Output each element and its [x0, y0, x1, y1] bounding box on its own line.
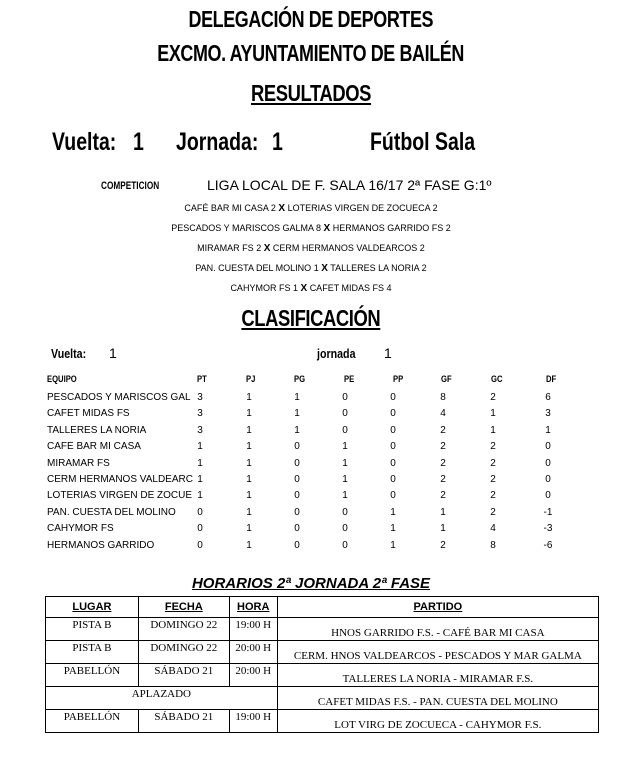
class-cell-df: 0: [545, 441, 551, 453]
result-home: CAFÉ BAR MI CASA: [184, 203, 269, 213]
result-line: [0, 203, 622, 214]
class-cell-gc: 2: [490, 392, 496, 403]
classification-title: CLASIFICACIÓN: [241, 305, 381, 331]
class-cell-pe: 0: [342, 539, 348, 551]
result-away-goals: 2: [419, 243, 425, 253]
class-cell-pp: 0: [390, 392, 396, 403]
header-line2-wrap: [0, 40, 622, 67]
class-cell-gc: 4: [490, 523, 496, 535]
round-sport: Fútbol Sala: [370, 128, 476, 156]
round-vuelta-value-wrap: [133, 128, 147, 157]
class-cell-pp: 0: [390, 457, 396, 469]
class-cell-pj: 1: [246, 392, 252, 403]
class-cell-pe: 0: [342, 392, 348, 403]
schedule-lugar: PABELLÓN: [63, 711, 121, 723]
results-title-wrap: [0, 80, 622, 107]
class-cell-pg: 0: [294, 490, 300, 502]
schedule-fecha: SÁBADO 21: [154, 711, 214, 723]
class-cell-pt: 0: [197, 506, 203, 518]
class-cell-pg: 0: [294, 474, 300, 485]
class-jornada-label: jornada: [317, 346, 356, 361]
result-separator: X: [300, 283, 308, 294]
class-cell-gc: 8: [490, 539, 496, 551]
schedule-partido: CERM. HNOS VALDEARCOS - PESCADOS Y MAR GALMA: [293, 650, 582, 662]
result-away-goals: 2: [445, 223, 451, 233]
schedule-header-row: [46, 597, 599, 618]
class-cell-pg: 0: [294, 457, 300, 469]
result-home: PAN. CUESTA DEL MOLINO: [195, 263, 312, 273]
class-cell-df: -1: [543, 506, 553, 518]
class-team: HERMANOS GARRIDO: [47, 539, 155, 551]
class-team: CERM HERMANOS VALDEARC: [47, 474, 193, 485]
class-cell-pt: 3: [197, 424, 203, 436]
schedule-header-lugar: LUGAR: [46, 597, 139, 618]
round-sport-wrap: [370, 128, 505, 157]
class-cell-pj: 1: [246, 424, 252, 436]
schedule-row: [46, 664, 599, 687]
class-cell-pg: 1: [294, 424, 300, 436]
schedule-lugar: PABELLÓN: [63, 665, 121, 677]
class-cell-gc: 2: [490, 457, 496, 469]
class-cell-gf: 2: [440, 457, 446, 469]
round-jornada-label: Jornada:: [176, 128, 259, 156]
schedule-lugar: PISTA B: [72, 642, 112, 654]
class-cell-pg: 0: [294, 539, 300, 551]
header-line1: DELEGACIÓN DE DEPORTES: [188, 6, 434, 32]
class-cell-pp: 0: [390, 490, 396, 502]
round-jornada-value: 1: [272, 128, 283, 156]
result-home-goals: 2: [270, 203, 276, 213]
schedule-partido: HNOS GARRIDO F.S. - CAFÉ BAR MI CASA: [331, 627, 545, 639]
result-separator: X: [263, 243, 271, 254]
class-cell-gf: 2: [440, 490, 446, 502]
class-cell-gc: 2: [490, 490, 496, 502]
result-away: CERM HERMANOS VALDEARCOS: [272, 243, 418, 253]
class-col-header: GC: [491, 374, 503, 384]
schedule-partido: LOT VIRG DE ZOCUECA - CAHYMOR F.S.: [334, 719, 542, 731]
class-cell-df: -3: [543, 523, 553, 535]
class-team: CAFET MIDAS FS: [47, 408, 130, 420]
schedule-hora: 19:00 H: [235, 619, 272, 631]
result-away: CAFET MIDAS FS: [309, 283, 385, 293]
round-vuelta-label: Vuelta:: [52, 128, 117, 156]
schedule-row: [46, 618, 599, 641]
class-col-header: PG: [294, 374, 306, 384]
class-cell-gf: 2: [440, 474, 446, 485]
schedule-partido: TALLERES LA NORIA - MIRAMAR F.S.: [342, 673, 534, 685]
class-cell-pe: 0: [342, 523, 348, 535]
class-cell-pj: 1: [246, 539, 252, 551]
result-home-goals: 2: [256, 243, 262, 253]
schedule-hora: 19:00 H: [235, 711, 272, 723]
schedule-header-partido: PARTIDO: [277, 597, 598, 618]
result-away: TALLERES LA NORIA: [330, 263, 420, 273]
schedule-hora: 20:00 H: [235, 665, 272, 677]
class-cell-pe: 0: [342, 408, 348, 420]
class-col-header: PP: [393, 374, 404, 384]
result-home-goals: 1: [313, 263, 319, 273]
competition-label: COMPETICION: [101, 180, 160, 192]
class-cell-pt: 1: [197, 474, 203, 485]
class-team: LOTERIAS VIRGEN DE ZOCUE: [47, 490, 193, 502]
class-cell-pj: 1: [246, 523, 252, 535]
class-cell-df: 1: [545, 424, 551, 436]
class-cell-gf: 1: [440, 506, 446, 518]
class-cell-gf: 2: [440, 539, 446, 551]
class-cell-gc: 2: [490, 506, 496, 518]
class-col-header: PT: [197, 374, 207, 384]
class-team: PESCADOS Y MARISCOS GAL: [47, 392, 191, 403]
schedule-fecha: DOMINGO 22: [150, 642, 218, 654]
class-cell-pp: 1: [390, 506, 396, 518]
class-cell-gf: 1: [440, 523, 446, 535]
class-cell-gc: 1: [490, 424, 496, 436]
schedule-row: [46, 641, 599, 664]
class-team: CAHYMOR FS: [47, 523, 114, 535]
round-vuelta: [52, 128, 134, 157]
schedule-partido: CAFET MIDAS F.S. - PAN. CUESTA DEL MOLINO: [317, 696, 558, 708]
result-home: MIRAMAR FS: [197, 243, 254, 253]
class-cell-pt: 3: [197, 408, 203, 420]
class-cell-df: 0: [545, 474, 551, 485]
class-cell-gc: 2: [490, 441, 496, 453]
result-home-goals: 8: [315, 223, 321, 233]
schedule-title-wrap: [0, 575, 622, 593]
round-jornada: [176, 128, 282, 157]
schedule-table: [45, 596, 599, 733]
schedule-lugar: PISTA B: [72, 619, 112, 631]
class-cell-gf: 2: [440, 441, 446, 453]
schedule-fecha: SÁBADO 21: [154, 665, 214, 677]
class-team: PAN. CUESTA DEL MOLINO: [47, 506, 176, 518]
class-cell-pt: 1: [197, 490, 203, 502]
class-cell-pg: 0: [294, 506, 300, 518]
header-line2: EXCMO. AYUNTAMIENTO DE BAILÉN: [157, 40, 465, 66]
class-cell-df: 0: [545, 490, 551, 502]
schedule-row: [46, 710, 599, 733]
result-home: PESCADOS Y MARISCOS GALMA: [171, 223, 314, 233]
class-cell-pj: 1: [246, 408, 252, 420]
schedule-hora: 20:00 H: [235, 642, 272, 654]
result-away: HERMANOS GARRIDO FS: [332, 223, 444, 233]
result-separator: X: [323, 223, 331, 234]
class-cell-pt: 0: [197, 523, 203, 535]
class-cell-pp: 0: [390, 474, 396, 485]
class-cell-pg: 1: [294, 392, 300, 403]
class-cell-df: 6: [545, 392, 551, 403]
class-cell-pp: 0: [390, 424, 396, 436]
class-cell-pp: 0: [390, 441, 396, 453]
schedule-header-hora: HORA: [229, 597, 277, 618]
class-cell-df: 0: [545, 457, 551, 469]
class-cell-pp: 1: [390, 539, 396, 551]
round-jornada-value-wrap: [272, 128, 286, 157]
result-away-goals: 4: [386, 283, 392, 293]
class-cell-pt: 0: [197, 539, 203, 551]
class-cell-pj: 1: [246, 457, 252, 469]
class-cell-pt: 1: [197, 457, 203, 469]
class-cell-pj: 1: [246, 490, 252, 502]
class-cell-gf: 2: [440, 424, 446, 436]
header-line1-wrap: [0, 6, 622, 33]
class-cell-pj: 1: [246, 506, 252, 518]
class-cell-pe: 1: [342, 441, 348, 453]
class-cell-pg: 1: [294, 408, 300, 420]
round-vuelta-value: 1: [133, 128, 144, 156]
class-col-header: PJ: [246, 374, 256, 384]
result-away: LOTERIAS VIRGEN DE ZOCUECA: [287, 203, 431, 213]
result-line: [0, 223, 622, 234]
result-away-goals: 2: [432, 203, 438, 213]
result-separator: X: [278, 203, 286, 214]
schedule-lugar: APLAZADO: [131, 688, 191, 700]
class-cell-pe: 0: [342, 424, 348, 436]
class-team: MIRAMAR FS: [47, 457, 110, 469]
class-cell-pj: 1: [246, 474, 252, 485]
class-cell-pe: 1: [342, 490, 348, 502]
result-separator: X: [321, 263, 328, 274]
result-home: CAHYMOR FS: [230, 283, 291, 293]
class-cell-gf: 4: [440, 408, 446, 420]
class-vuelta-label: Vuelta:: [51, 346, 87, 361]
class-vuelta-value: 1: [109, 345, 117, 361]
result-line: [0, 243, 622, 254]
class-cell-pp: 0: [390, 408, 396, 420]
class-cell-gf: 8: [440, 392, 446, 403]
result-away-goals: 2: [421, 263, 427, 273]
class-cell-pg: 0: [294, 523, 300, 535]
class-cell-pe: 0: [342, 506, 348, 518]
class-cell-pp: 1: [390, 523, 396, 535]
class-jornada-value: 1: [384, 345, 392, 361]
class-cell-gc: 1: [490, 408, 496, 420]
class-col-header: EQUIPO: [47, 374, 77, 384]
schedule-header-fecha: FECHA: [138, 597, 229, 618]
competition-name: LIGA LOCAL DE F. SALA 16/17 2ª FASE G:1º: [207, 177, 492, 193]
classification-title-wrap: [0, 305, 622, 332]
class-col-header: DF: [546, 374, 557, 384]
results-title: RESULTADOS: [250, 80, 372, 106]
class-cell-df: 3: [545, 408, 551, 420]
class-col-header: GF: [441, 374, 452, 384]
class-team: TALLERES LA NORIA: [47, 424, 147, 436]
schedule-fecha: DOMINGO 22: [150, 619, 218, 631]
schedule-title: HORARIOS 2ª JORNADA 2ª FASE: [191, 575, 431, 592]
class-cell-pe: 1: [342, 457, 348, 469]
result-line: [0, 283, 622, 294]
class-cell-pe: 1: [342, 474, 348, 485]
class-cell-pt: 3: [197, 392, 203, 403]
class-cell-df: -6: [543, 539, 553, 551]
class-cell-pg: 0: [294, 441, 300, 453]
class-cell-pj: 1: [246, 441, 252, 453]
class-cell-gc: 2: [490, 474, 496, 485]
result-home-goals: 1: [292, 283, 298, 293]
result-line: [0, 263, 622, 274]
class-col-header: PE: [344, 374, 355, 384]
class-team: CAFÉ BAR MI CASA: [47, 441, 141, 453]
class-cell-pt: 1: [197, 441, 203, 453]
schedule-row: [46, 687, 599, 710]
